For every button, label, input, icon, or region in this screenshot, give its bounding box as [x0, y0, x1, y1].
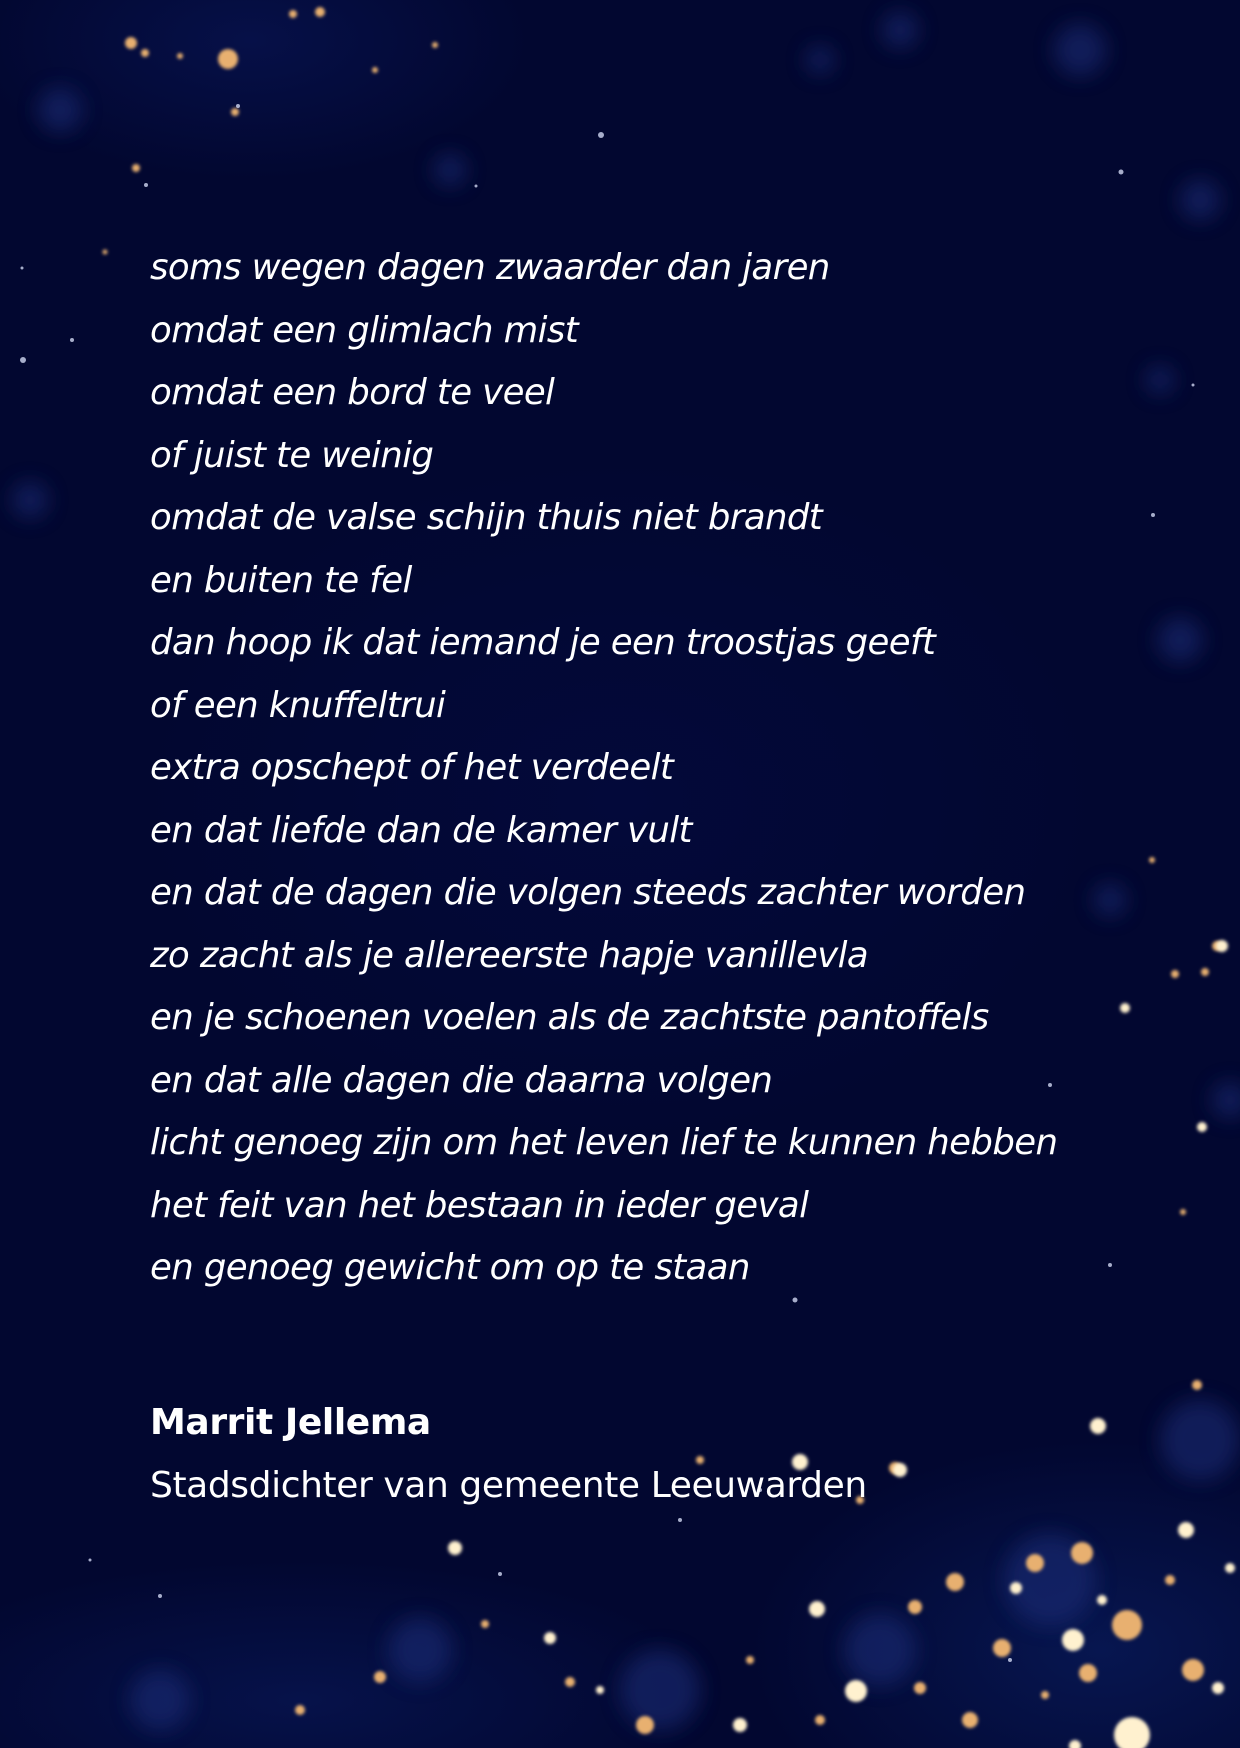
- poem-line: omdat de valse schijn thuis niet brandt: [150, 497, 823, 538]
- poem-line: of juist te weinig: [150, 434, 434, 476]
- poem-line: en dat de dagen die volgen steeds zachter worden: [150, 872, 1026, 913]
- poem-line: soms wegen dagen zwaarder dan jaren: [150, 247, 830, 288]
- poem-line: en genoeg gewicht om op te staan: [150, 1247, 750, 1288]
- poem-line: zo zacht als je allereerste hapje vanillevla: [150, 934, 869, 976]
- poem-line: extra opschept of het verdeelt: [150, 747, 674, 788]
- poem-line: dan hoop ik dat iemand je een troostjas geeft: [150, 622, 936, 663]
- poem-line: omdat een glimlach mist: [150, 309, 579, 351]
- poem-line: en dat alle dagen die daarna volgen: [150, 1059, 773, 1101]
- poem-line: licht genoeg zijn om het leven lief te kunnen hebben: [150, 1122, 1058, 1163]
- poem-line: of een knuffeltrui: [150, 684, 446, 726]
- author-title: Stadsdichter van gemeente Leeuwarden: [150, 1465, 867, 1506]
- poem-line: en buiten te fel: [150, 559, 412, 601]
- poem-line: het feit van het bestaan in ieder geval: [150, 1184, 809, 1226]
- poem-line: en je schoenen voelen als de zachtste pantoffels: [150, 997, 989, 1038]
- poem-line: omdat een bord te veel: [150, 372, 555, 413]
- poem: [150, 237, 1150, 1300]
- poem-line: en dat liefde dan de kamer vult: [150, 809, 692, 851]
- author-name: Marrit Jellema: [150, 1402, 431, 1443]
